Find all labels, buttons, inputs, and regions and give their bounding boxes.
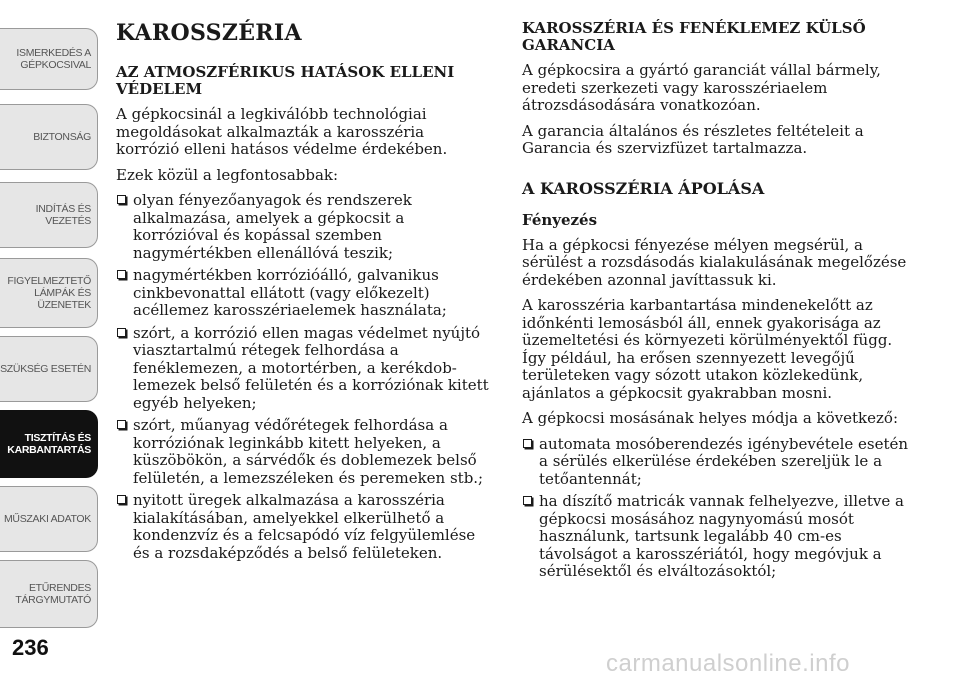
tab-targymutato[interactable]: ETŰRENDES TÁRGYMUTATÓ — [0, 560, 98, 628]
list-item: nyitott üregek alkalmazása a karosszéria kialakításában, amelyekkel elkerülhető a kondenzvíz és a felcsapódó víz felgyülemlése és a rozsdaképződés a belső felületeken. — [116, 492, 492, 562]
wash-intro: A gépkocsi mosásának helyes módja a következő: — [522, 409, 898, 427]
list-item: nagymértékben korrózióálló, galvanikus cinkbevonattal ellátott (vagy előkezelt) acéllemez karosszériaelemek használata; — [116, 267, 492, 320]
paint-paragraph-1: Ha a gépkocsi fényezése mélyen megsérül, a sérülést a rozsdásodás kialakulásának megelőzése érdekében azonnal javíttassuk ki. — [522, 235, 907, 289]
chapter-tab-sidebar — [0, 0, 100, 640]
warranty-paragraph-1: A gépkocsira a gyártó garanciát vállal bármely, eredeti szerkezeti vagy karosszériaelem átrozsdásodására vonatkozóan. — [522, 61, 881, 114]
list-item: szórt, a korrózió ellen magas védelmet nyújtó viasztartalmú rétegek felhordása a fenéklemezen, a motortérben, a kerékdob-lemezek belső felületén és a korróziónak kitett egyéb helyeken; — [116, 325, 492, 413]
right-column — [522, 20, 912, 586]
warranty-paragraph-2: A garancia általános és részletes feltételeit a Garancia és szervizfüzet tartalmazza. — [522, 121, 864, 157]
tab-figyelmezteto[interactable]: FIGYELMEZTETŐ LÁMPÁK ÉS ÜZENETEK — [0, 258, 98, 328]
protection-list — [116, 192, 492, 562]
tab-biztonsag[interactable]: BIZTONSÁG — [0, 104, 98, 170]
left-column — [116, 20, 492, 567]
tab-szukseg[interactable]: SZÜKSÉG ESETÉN — [0, 336, 98, 402]
wash-list — [522, 436, 912, 581]
tab-tisztitas[interactable]: TISZTÍTÁS ÉS KARBANTARTÁS — [0, 410, 98, 478]
subheading-paint: Fényezés — [522, 210, 598, 229]
section-heading-warranty: KAROSSZÉRIA ÉS FENÉKLEMEZ KÜLSŐ GARANCIA — [522, 19, 866, 54]
list-item: olyan fényezőanyagok és rendszerek alkalmazása, amelyek a gépkocsit a korrózióval és kopással szemben nagymértékben ellenállóvá teszik; — [116, 192, 492, 262]
list-intro: Ezek közül a legfontosabbak: — [116, 165, 339, 184]
page-title: KAROSSZÉRIA — [116, 20, 302, 46]
section-heading-care: A KAROSSZÉRIA ÁPOLÁSA — [522, 178, 765, 198]
list-item: automata mosóberendezés igénybevétele esetén a sérülés elkerülése érdekében szereljük le a tetőantennát; — [522, 436, 912, 489]
tab-ismerkedes[interactable]: ISMERKEDÉS A GÉPKOCSIVAL — [0, 28, 98, 90]
section-heading-protection: AZ ATMOSZFÉRIKUS HATÁSOK ELLENI VÉDELEM — [116, 63, 455, 98]
list-item: szórt, műanyag védőrétegek felhordása a korróziónak leginkább kitett helyeken, a küszöbökön, a sárvédők és doblemezek belső felületén, a lemezszéleken és peremeken stb.; — [116, 417, 492, 487]
watermark-text: carmanualsonline.info — [606, 650, 850, 677]
tab-inditas[interactable]: INDÍTÁS ÉS VEZETÉS — [0, 182, 98, 248]
list-item: ha díszítő matricák vannak felhelyezve, illetve a gépkocsi mosásához nagynyomású mosót használunk, tartsunk legalább 40 cm-es távolságot a karosszériától, hogy megóvjuk a sérülésektől és elváltozásoktól; — [522, 493, 912, 581]
page-number: 236 — [12, 635, 49, 660]
paint-paragraph-2: A karosszéria karbantartása mindenekelőtt az időnkénti lemosásból áll, ennek gyakorisága az üzemeltetési és környezeti körülményektől függ. Így például, ha erősen szennyezett levegőjű területeken vagy sózott utakon közlekedünk, ajánlatos a gépkocsit gyakrabban mosni. — [522, 296, 893, 402]
intro-paragraph: A gépkocsinál a legkiválóbb technológiai megoldásokat alkalmazták a karosszéria korrózió elleni hatásos védelme érdekében. — [116, 105, 448, 158]
tab-muszaki[interactable]: MŰSZAKI ADATOK — [0, 486, 98, 552]
